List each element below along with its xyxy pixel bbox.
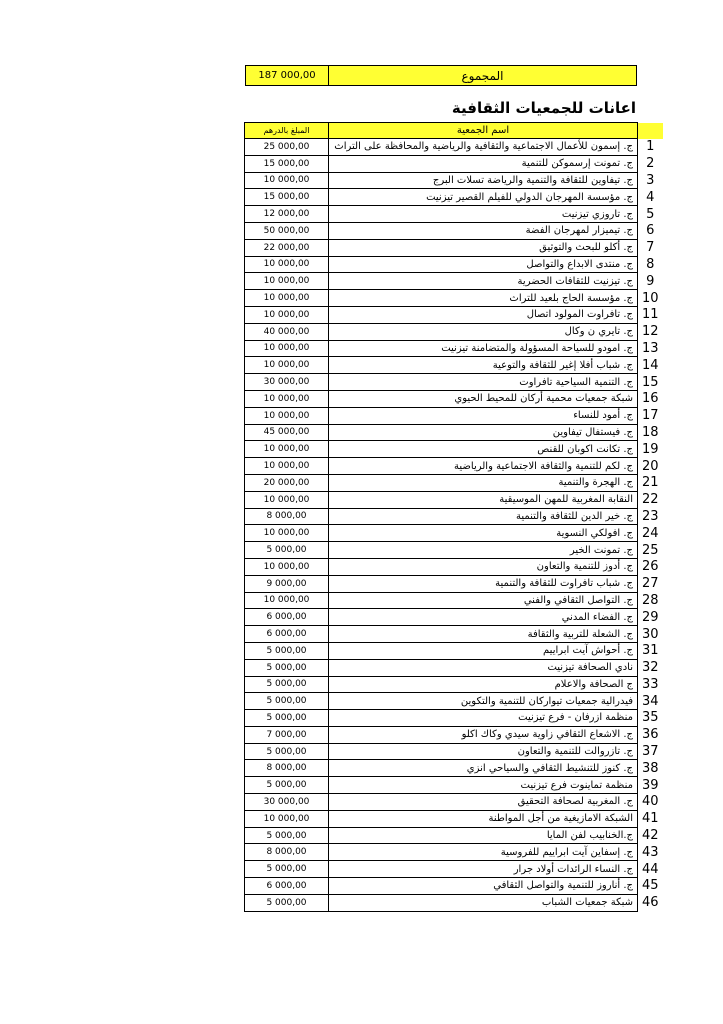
row-association-name: ج. شباب أفلا إغير للثقافة والتوعية: [329, 357, 638, 374]
table-row: [245, 861, 663, 878]
table-row: [245, 424, 663, 441]
row-association-name: ج. الاشعاع الثقافي زاوية سيدي وكاك اكلو: [329, 726, 638, 743]
row-association-name: ج. تازروالت للتنمية والتعاون: [329, 743, 638, 760]
row-association-name: النقابة المغربية للمهن الموسيقية: [329, 491, 638, 508]
table-row: [245, 508, 663, 525]
row-association-name: ج. امودو للسياحة المسؤولة والمتضامنة تيزنيت: [329, 340, 638, 357]
row-amount: 5 000,00: [245, 659, 329, 676]
table-row: [245, 172, 663, 189]
row-association-name: ج. أناروز للتنمية والتواصل الثقافي: [329, 878, 638, 895]
table-row: [245, 676, 663, 693]
row-association-name: منظمة تماينوت فرع تيزنيت: [329, 777, 638, 794]
table-row: [245, 474, 663, 491]
total-amount: 187 000,00: [246, 66, 329, 85]
row-amount: 8 000,00: [245, 844, 329, 861]
row-number: 20: [638, 458, 663, 475]
row-number: 42: [638, 827, 663, 844]
row-number: 35: [638, 710, 663, 727]
row-number: 13: [638, 340, 663, 357]
row-amount: 8 000,00: [245, 760, 329, 777]
row-amount: 6 000,00: [245, 878, 329, 895]
row-amount: 22 000,00: [245, 239, 329, 256]
row-amount: 10 000,00: [245, 273, 329, 290]
header-number: [638, 123, 663, 139]
row-association-name: ج. الفضاء المدني: [329, 609, 638, 626]
row-number: 10: [638, 290, 663, 307]
row-number: 16: [638, 390, 663, 407]
total-row: [245, 65, 637, 86]
table-header-row: [245, 123, 663, 139]
row-number: 41: [638, 810, 663, 827]
row-amount: 10 000,00: [245, 357, 329, 374]
row-association-name: منظمة ازرفان - فرع تيزنيت: [329, 710, 638, 727]
row-association-name: ج. أكلو للبحث والتوثيق: [329, 239, 638, 256]
row-amount: 9 000,00: [245, 575, 329, 592]
row-number: 9: [638, 273, 663, 290]
row-number: 31: [638, 642, 663, 659]
table-row: [245, 155, 663, 172]
row-association-name: ج. تاروزي تيزنيت: [329, 206, 638, 223]
row-number: 37: [638, 743, 663, 760]
table-row: [245, 743, 663, 760]
row-amount: 25 000,00: [245, 139, 329, 156]
row-number: 23: [638, 508, 663, 525]
row-association-name: ج. كنوز للتنشيط الثقافي والسياحي انزي: [329, 760, 638, 777]
row-amount: 10 000,00: [245, 172, 329, 189]
row-amount: 10 000,00: [245, 592, 329, 609]
total-label: المجموع: [461, 68, 504, 83]
row-amount: 5 000,00: [245, 710, 329, 727]
row-number: 24: [638, 525, 663, 542]
row-amount: 5 000,00: [245, 542, 329, 559]
table-row: [245, 441, 663, 458]
row-amount: 10 000,00: [245, 407, 329, 424]
table-row: [245, 894, 663, 911]
row-amount: 40 000,00: [245, 323, 329, 340]
header-name: اسم الجمعية: [329, 123, 638, 139]
row-number: 40: [638, 794, 663, 811]
table-row: [245, 810, 663, 827]
row-amount: 10 000,00: [245, 390, 329, 407]
table-row: [245, 525, 663, 542]
table-row: [245, 726, 663, 743]
row-amount: 50 000,00: [245, 222, 329, 239]
table-row: [245, 626, 663, 643]
row-number: 7: [638, 239, 663, 256]
row-association-name: ج. إسمون للأعمال الاجتماعية والثقافية والرياضية والمحافظة على التراث: [329, 139, 638, 156]
row-number: 12: [638, 323, 663, 340]
row-amount: 6 000,00: [245, 626, 329, 643]
row-number: 45: [638, 878, 663, 895]
subsidies-table: [244, 122, 663, 912]
row-amount: 5 000,00: [245, 777, 329, 794]
row-number: 26: [638, 558, 663, 575]
table-row: [245, 256, 663, 273]
table-row: [245, 794, 663, 811]
row-amount: 10 000,00: [245, 525, 329, 542]
table-row: [245, 206, 663, 223]
row-number: 11: [638, 306, 663, 323]
row-number: 4: [638, 189, 663, 206]
row-association-name: فيدرالية جمعيات تيواركان للتنمية والتكوين: [329, 693, 638, 710]
row-number: 38: [638, 760, 663, 777]
row-amount: 45 000,00: [245, 424, 329, 441]
table-row: [245, 693, 663, 710]
row-association-name: شبكة جمعيات محمية أركان للمحيط الحيوي: [329, 390, 638, 407]
row-amount: 15 000,00: [245, 189, 329, 206]
row-amount: 10 000,00: [245, 458, 329, 475]
row-number: 2: [638, 155, 663, 172]
row-association-name: ج. فيستفال تيفاوين: [329, 424, 638, 441]
row-amount: 10 000,00: [245, 306, 329, 323]
row-association-name: ج. المغربية لصحافة التحقيق: [329, 794, 638, 811]
row-association-name: ج. تمونت إرسموكن للتنمية: [329, 155, 638, 172]
row-association-name: ج. تايري ن وكال: [329, 323, 638, 340]
row-number: 34: [638, 693, 663, 710]
row-amount: 30 000,00: [245, 374, 329, 391]
row-amount: 7 000,00: [245, 726, 329, 743]
row-number: 3: [638, 172, 663, 189]
row-amount: 10 000,00: [245, 256, 329, 273]
table-row: [245, 592, 663, 609]
row-association-name: ج.الخنابيب لفن المايا: [329, 827, 638, 844]
row-number: 46: [638, 894, 663, 911]
row-number: 36: [638, 726, 663, 743]
row-number: 18: [638, 424, 663, 441]
table-row: [245, 222, 663, 239]
row-number: 8: [638, 256, 663, 273]
table-row: [245, 642, 663, 659]
row-association-name: ج. التنمية السياحية تافراوت: [329, 374, 638, 391]
table-row: [245, 357, 663, 374]
row-association-name: نادي الصحافة تيزنيت: [329, 659, 638, 676]
table-row: [245, 273, 663, 290]
row-amount: 10 000,00: [245, 340, 329, 357]
table-row: [245, 710, 663, 727]
row-number: 1: [638, 139, 663, 156]
table-row: [245, 827, 663, 844]
row-number: 29: [638, 609, 663, 626]
table-row: [245, 844, 663, 861]
row-amount: 5 000,00: [245, 827, 329, 844]
table-row: [245, 189, 663, 206]
row-number: 15: [638, 374, 663, 391]
row-number: 28: [638, 592, 663, 609]
row-association-name: ج. مؤسسة المهرجان الدولي للفيلم القصير تيزنيت: [329, 189, 638, 206]
row-amount: 15 000,00: [245, 155, 329, 172]
row-association-name: ج. مؤسسة الحاج بلعيد للتراث: [329, 290, 638, 307]
row-association-name: ج. منتدى الابداع والتواصل: [329, 256, 638, 273]
row-number: 17: [638, 407, 663, 424]
row-amount: 5 000,00: [245, 894, 329, 911]
row-number: 30: [638, 626, 663, 643]
row-number: 5: [638, 206, 663, 223]
row-number: 25: [638, 542, 663, 559]
row-amount: 10 000,00: [245, 290, 329, 307]
row-association-name: ج. التواصل الثقافي والفني: [329, 592, 638, 609]
table-row: [245, 306, 663, 323]
table-row: [245, 407, 663, 424]
row-amount: 5 000,00: [245, 693, 329, 710]
row-association-name: شبكة جمعيات الشباب: [329, 894, 638, 911]
row-association-name: ج. الشعلة للتربية والثقافة: [329, 626, 638, 643]
row-number: 44: [638, 861, 663, 878]
row-association-name: ج. تكانت اكوبان للقنص: [329, 441, 638, 458]
row-number: 33: [638, 676, 663, 693]
row-number: 14: [638, 357, 663, 374]
row-number: 21: [638, 474, 663, 491]
row-association-name: ج. شباب تافراوت للثقافة والتنمية: [329, 575, 638, 592]
row-number: 6: [638, 222, 663, 239]
row-association-name: ج. تافراوت المولود اتصال: [329, 306, 638, 323]
row-association-name: ج. لكم للتنمية والثقافة الاجتماعية والرياضية: [329, 458, 638, 475]
row-association-name: ج. خير الدين للثقافة والتنمية: [329, 508, 638, 525]
table-row: [245, 659, 663, 676]
row-association-name: ج. تيميزار لمهرجان الفضة: [329, 222, 638, 239]
row-association-name: ج. أمود للنساء: [329, 407, 638, 424]
table-row: [245, 374, 663, 391]
row-amount: 6 000,00: [245, 609, 329, 626]
table-row: [245, 777, 663, 794]
table-row: [245, 609, 663, 626]
row-amount: 10 000,00: [245, 558, 329, 575]
row-association-name: ج. تيزنيت للثقافات الحضرية: [329, 273, 638, 290]
row-association-name: ج. أحواش آيت ابراييم: [329, 642, 638, 659]
row-amount: 20 000,00: [245, 474, 329, 491]
table-row: [245, 878, 663, 895]
row-amount: 30 000,00: [245, 794, 329, 811]
row-association-name: الشبكة الامازيغية من أجل المواطنة: [329, 810, 638, 827]
row-amount: 10 000,00: [245, 491, 329, 508]
table-row: [245, 760, 663, 777]
row-number: 22: [638, 491, 663, 508]
header-amount: المبلغ بالدرهم: [245, 123, 329, 139]
row-amount: 5 000,00: [245, 676, 329, 693]
table-row: [245, 340, 663, 357]
table-row: [245, 575, 663, 592]
row-association-name: ج. أدوز للتنمية والتعاون: [329, 558, 638, 575]
row-association-name: ج. الهجرة والتنمية: [329, 474, 638, 491]
table-row: [245, 542, 663, 559]
row-number: 39: [638, 777, 663, 794]
row-number: 43: [638, 844, 663, 861]
table-row: [245, 290, 663, 307]
row-number: 27: [638, 575, 663, 592]
row-association-name: ج. تمونت الخير: [329, 542, 638, 559]
row-amount: 5 000,00: [245, 743, 329, 760]
row-amount: 5 000,00: [245, 861, 329, 878]
row-association-name: ج. افولكي النسوية: [329, 525, 638, 542]
row-number: 32: [638, 659, 663, 676]
row-association-name: ج. إسفاين آيت ابراييم للفروسية: [329, 844, 638, 861]
page-title: اعانات للجمعيات الثقافية: [451, 99, 636, 117]
table-row: [245, 390, 663, 407]
row-amount: 12 000,00: [245, 206, 329, 223]
row-amount: 10 000,00: [245, 810, 329, 827]
row-amount: 5 000,00: [245, 642, 329, 659]
table-row: [245, 558, 663, 575]
row-association-name: ج الصحافة والاعلام: [329, 676, 638, 693]
row-amount: 8 000,00: [245, 508, 329, 525]
table-row: [245, 239, 663, 256]
table-row: [245, 458, 663, 475]
row-amount: 10 000,00: [245, 441, 329, 458]
table-row: [245, 139, 663, 156]
row-association-name: ج. تيفاوين للثقافة والتنمية والرياضة تسلات البرج: [329, 172, 638, 189]
table-row: [245, 491, 663, 508]
table-row: [245, 323, 663, 340]
row-number: 19: [638, 441, 663, 458]
row-association-name: ج. النساء الرائدات أولاد جرار: [329, 861, 638, 878]
